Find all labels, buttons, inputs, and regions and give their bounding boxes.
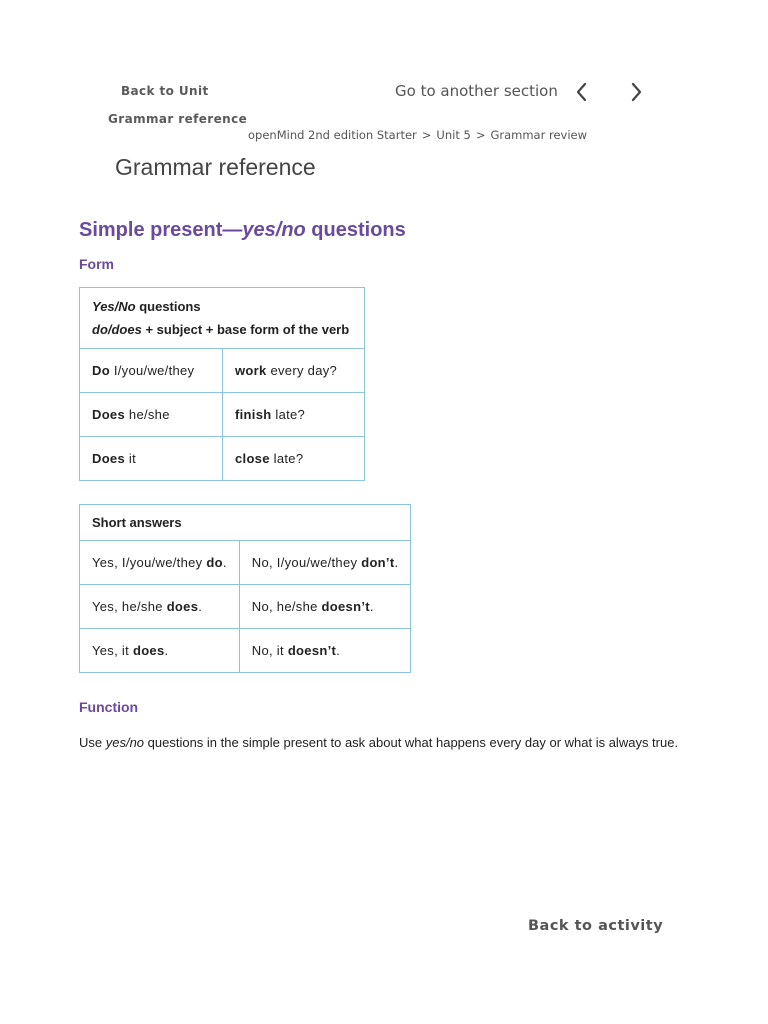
table-row xyxy=(80,541,411,585)
cell-text: . xyxy=(369,599,374,614)
cell-text: every day? xyxy=(266,363,338,378)
cell-text: . xyxy=(336,643,341,658)
form-table xyxy=(79,287,365,481)
function-text-pre: Use xyxy=(79,735,106,750)
cell-text: Yes, I/you/we/they xyxy=(92,555,207,570)
breadcrumb-item: Grammar review xyxy=(490,128,588,142)
cell-bold: Do xyxy=(92,363,110,378)
breadcrumb-separator: > xyxy=(475,128,486,142)
form-header-italic-1: Yes/No xyxy=(92,299,136,314)
cell-bold: Does xyxy=(92,407,125,422)
form-header-italic-2: do/does xyxy=(92,322,142,337)
function-description xyxy=(79,735,678,750)
page-title: Grammar reference xyxy=(115,154,316,180)
table-cell xyxy=(239,585,411,629)
table-row xyxy=(80,349,365,393)
section-title xyxy=(79,219,406,242)
table-cell xyxy=(239,629,411,673)
table-cell xyxy=(223,349,365,393)
cell-text: No, he/she xyxy=(251,599,322,614)
short-answers-table xyxy=(79,504,411,673)
cell-text: No, I/you/we/they xyxy=(251,555,362,570)
table-cell xyxy=(80,393,223,437)
answers-table-header-row xyxy=(80,505,411,541)
table-cell xyxy=(80,437,223,481)
cell-text: he/she xyxy=(125,407,170,422)
table-cell xyxy=(223,437,365,481)
table-cell xyxy=(80,585,240,629)
section-title-italic: yes/no xyxy=(242,219,306,241)
form-heading: Form xyxy=(79,256,114,272)
chevron-right-icon[interactable] xyxy=(626,80,646,104)
chevron-left-icon[interactable] xyxy=(572,80,592,104)
cell-bold: finish xyxy=(235,407,272,422)
cell-bold: does xyxy=(132,643,165,658)
cell-text: . xyxy=(164,643,169,658)
function-heading: Function xyxy=(79,699,139,715)
cell-bold: don’t xyxy=(361,555,395,570)
go-to-another-section-link[interactable]: Go to another section xyxy=(395,82,558,100)
table-row xyxy=(80,437,365,481)
cell-bold: doesn’t xyxy=(287,643,337,658)
table-cell xyxy=(80,629,240,673)
cell-bold: do xyxy=(206,555,223,570)
cell-text: late? xyxy=(271,407,306,422)
breadcrumb-item[interactable]: openMind 2nd edition Starter xyxy=(248,128,417,142)
cell-text: . xyxy=(222,555,227,570)
cell-text: . xyxy=(198,599,203,614)
breadcrumb-item[interactable]: Unit 5 xyxy=(436,128,471,142)
cell-text: I/you/we/they xyxy=(109,363,195,378)
cell-bold: doesn’t xyxy=(321,599,370,614)
form-header-text-1: questions xyxy=(135,299,201,314)
table-cell xyxy=(80,541,240,585)
table-cell xyxy=(80,349,223,393)
grammar-reference-link[interactable]: Grammar reference xyxy=(108,112,248,126)
breadcrumb-separator: > xyxy=(421,128,432,142)
table-row xyxy=(80,585,411,629)
back-to-activity-link[interactable]: Back to activity xyxy=(528,918,664,934)
function-text-post: questions in the simple present to ask about what happens every day or what is always true. xyxy=(144,735,679,750)
cell-text: Yes, it xyxy=(92,643,133,658)
cell-text: No, it xyxy=(251,643,288,658)
section-title-suffix: questions xyxy=(305,219,406,241)
cell-bold: close xyxy=(235,451,270,466)
table-cell xyxy=(223,393,365,437)
answers-table-header: Short answers xyxy=(80,505,411,541)
cell-text: late? xyxy=(269,451,304,466)
table-cell xyxy=(239,541,411,585)
form-table-header-row xyxy=(80,288,365,349)
cell-bold: Does xyxy=(92,451,125,466)
cell-text: it xyxy=(125,451,137,466)
function-text-italic: yes/no xyxy=(105,735,145,750)
cell-bold: does xyxy=(166,599,199,614)
table-row xyxy=(80,629,411,673)
breadcrumb xyxy=(248,128,587,142)
form-header-text-2: + subject + base form of the verb xyxy=(141,322,350,337)
form-table-header xyxy=(80,288,365,349)
section-title-prefix: Simple present— xyxy=(79,219,243,241)
back-to-unit-link[interactable]: Back to Unit xyxy=(121,84,209,98)
cell-text: Yes, he/she xyxy=(92,599,167,614)
cell-text: . xyxy=(394,555,399,570)
cell-bold: work xyxy=(235,363,267,378)
table-row xyxy=(80,393,365,437)
